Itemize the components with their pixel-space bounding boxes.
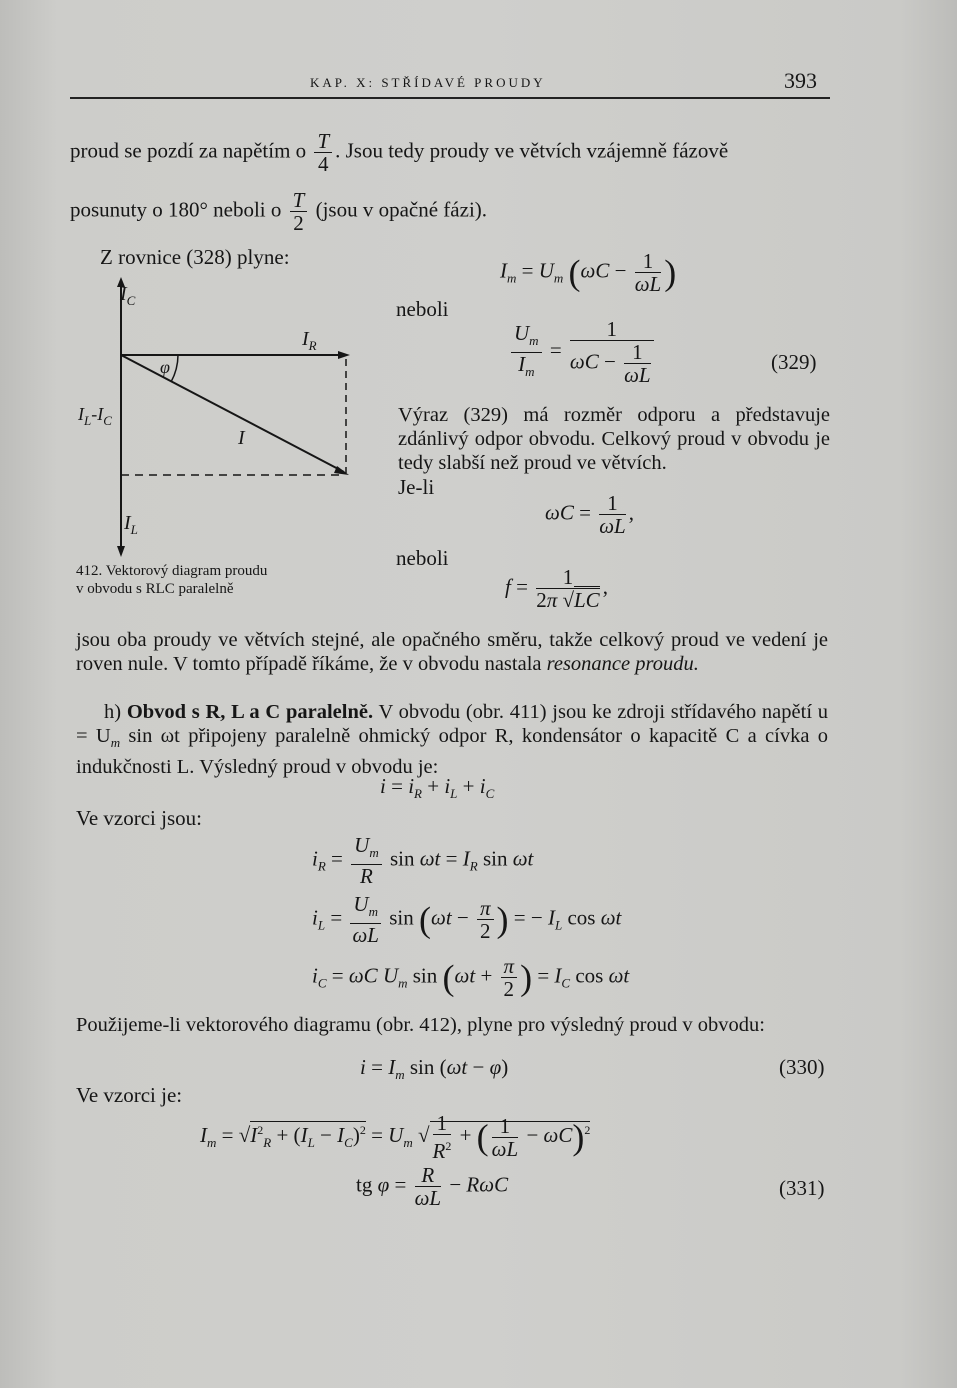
intro-text: (jsou v opačné fázi). (315, 197, 488, 222)
intro-line-3: Z rovnice (328) plyne: (100, 245, 290, 269)
intro-line-2 (70, 189, 487, 234)
label: -I (91, 404, 104, 424)
label: I (78, 404, 84, 424)
frac-num: T (290, 189, 308, 212)
figure-caption-2: v obvodu s RLC paralelně (76, 581, 234, 597)
label: I (302, 328, 309, 350)
right-paragraph: Výraz (329) má rozměr odporu a představuje zdánlivý odpor obvodu. Celkový proud v obvodu je tedy slabší než proud ve větvích. (398, 404, 830, 474)
equation-331: tg φ = $\frac{R}{\omega L}$ − RωC (356, 1163, 509, 1210)
equation-resonance: ωC = $\frac{1}{\omega L}$ , (545, 491, 634, 538)
neboli-2: neboli (396, 546, 449, 570)
section-h: h) Obvod s R, L a C paralelně. V obvodu (obr. 411) jsou ke zdroji střídavého napětí $u = U_m$ sin ωt připojeny paralelně ohmický odpor R, kondensátor o kapacitě C a cívka o indukčnosti L. Výsledný proud v obvodu je: (76, 701, 829, 778)
equation-ic: $i_C = \omega C$ $U_m$ sin (ωt + $\frac{\pi}{2}$ ) = $I_C$ cos ωt (312, 954, 630, 1001)
label-sub: C (126, 293, 136, 308)
label-sub: L (130, 522, 138, 537)
frac-den: 2 (293, 211, 304, 235)
frac-den: 4 (318, 152, 329, 176)
paragraph-resonance (76, 628, 828, 676)
eq-number-329: (329) (771, 350, 817, 374)
ve-vzorci-je: Ve vzorci je: (76, 1083, 183, 1107)
paragraph-text: jsou oba proudy ve větvích stejné, ale opačného směru, takže celkový proud ve vedení je roven nule. V tomto případě říkáme, že v obvodu nastala (76, 629, 828, 675)
equation-im-amplitude: $I_m = √I^2_R + (I_L - I_C)^2 = U_m$ √ $\frac{1}{R^2}$ + ( $\frac{1}{\omega L}$ − ωC)$^2$ (200, 1111, 591, 1163)
neboli-1: neboli (396, 297, 449, 321)
label-sub: R (308, 338, 317, 353)
section-title: Obvod s R, L a C paralelně. (126, 701, 374, 723)
page-number: 393 (784, 68, 817, 93)
jeli: Je-li (398, 475, 435, 499)
header-rule (70, 97, 830, 99)
frac-num: T (314, 130, 332, 153)
label-sub: L (84, 413, 92, 428)
angle-arc (171, 355, 178, 382)
label-sub: C (103, 413, 112, 428)
section-text: sin ωt připojeny paralelně ohmický odpor R, kondensátor o kapacitě C a cívka o indukčnosti L. Výsledný proud v obvodu je: (76, 725, 828, 778)
equation-total-current: $i = i_R + i_L + i_C$ (380, 774, 495, 801)
section-text: V obvodu (obr. 411) jsou ke zdroji střídavého napětí u = U (76, 701, 829, 747)
running-title: KAP. X: STŘÍDAVÉ PROUDY (310, 75, 546, 90)
fraction (290, 189, 308, 234)
figure-caption-1: 412. Vektorový diagram proudu (76, 563, 268, 579)
ve-vzorci-jsou: Ve vzorci jsou: (76, 806, 202, 830)
intro-line-1 (70, 130, 728, 175)
label-phi: φ (160, 357, 170, 377)
vector-i (121, 355, 344, 472)
intro-text: posunuty o 180° neboli o (70, 197, 282, 222)
equation-im: $I_m = U_m$ (ωC − $\frac{1}{\omega L}$ ) (500, 249, 677, 296)
paragraph-vector: Použijeme-li vektorového diagramu (obr. 412), plyne pro výsledný proud v obvodu: (76, 1014, 765, 1036)
intro-text: proud se pozdí za napětím o (70, 138, 307, 163)
term-resonance: resonance proudu. (546, 653, 699, 675)
arrow-il (117, 546, 125, 557)
arrow-ir (338, 351, 350, 359)
equation-330: $i = I_m$ sin (ωt − φ) (360, 1055, 509, 1082)
eq-number-330: (330) (779, 1055, 825, 1079)
equation-frequency: f = $\frac{1}{2\pi √LC}$ , (505, 565, 608, 612)
label-ic (120, 283, 135, 309)
section-label: h) (104, 701, 122, 723)
label: I (120, 283, 127, 305)
label: I (124, 512, 131, 534)
label-il (124, 512, 138, 538)
fraction (314, 130, 332, 175)
equation-ir: $i_R$ = $\frac{U_m}{R}$ $\sin \omega t = I_R$ sin ωt (312, 833, 534, 888)
label-il-minus-ic (78, 404, 112, 429)
equation-il: $i_L$ = $\frac{U_m}{\omega L}$ sin (ωt − $\frac{\pi}{2}$ ) = − $I_L$ cos ωt (312, 892, 622, 947)
eq-number-331: (331) (779, 1176, 825, 1200)
equation-329: $\frac{U_m}{I_m}$ = 1 ωC − $\frac{1}{\omega L}$ (508, 318, 657, 386)
label-ir (302, 328, 317, 354)
label-i: I (238, 427, 245, 449)
intro-text: . Jsou tedy proudy ve větvích vzájemně fázově (335, 138, 729, 163)
